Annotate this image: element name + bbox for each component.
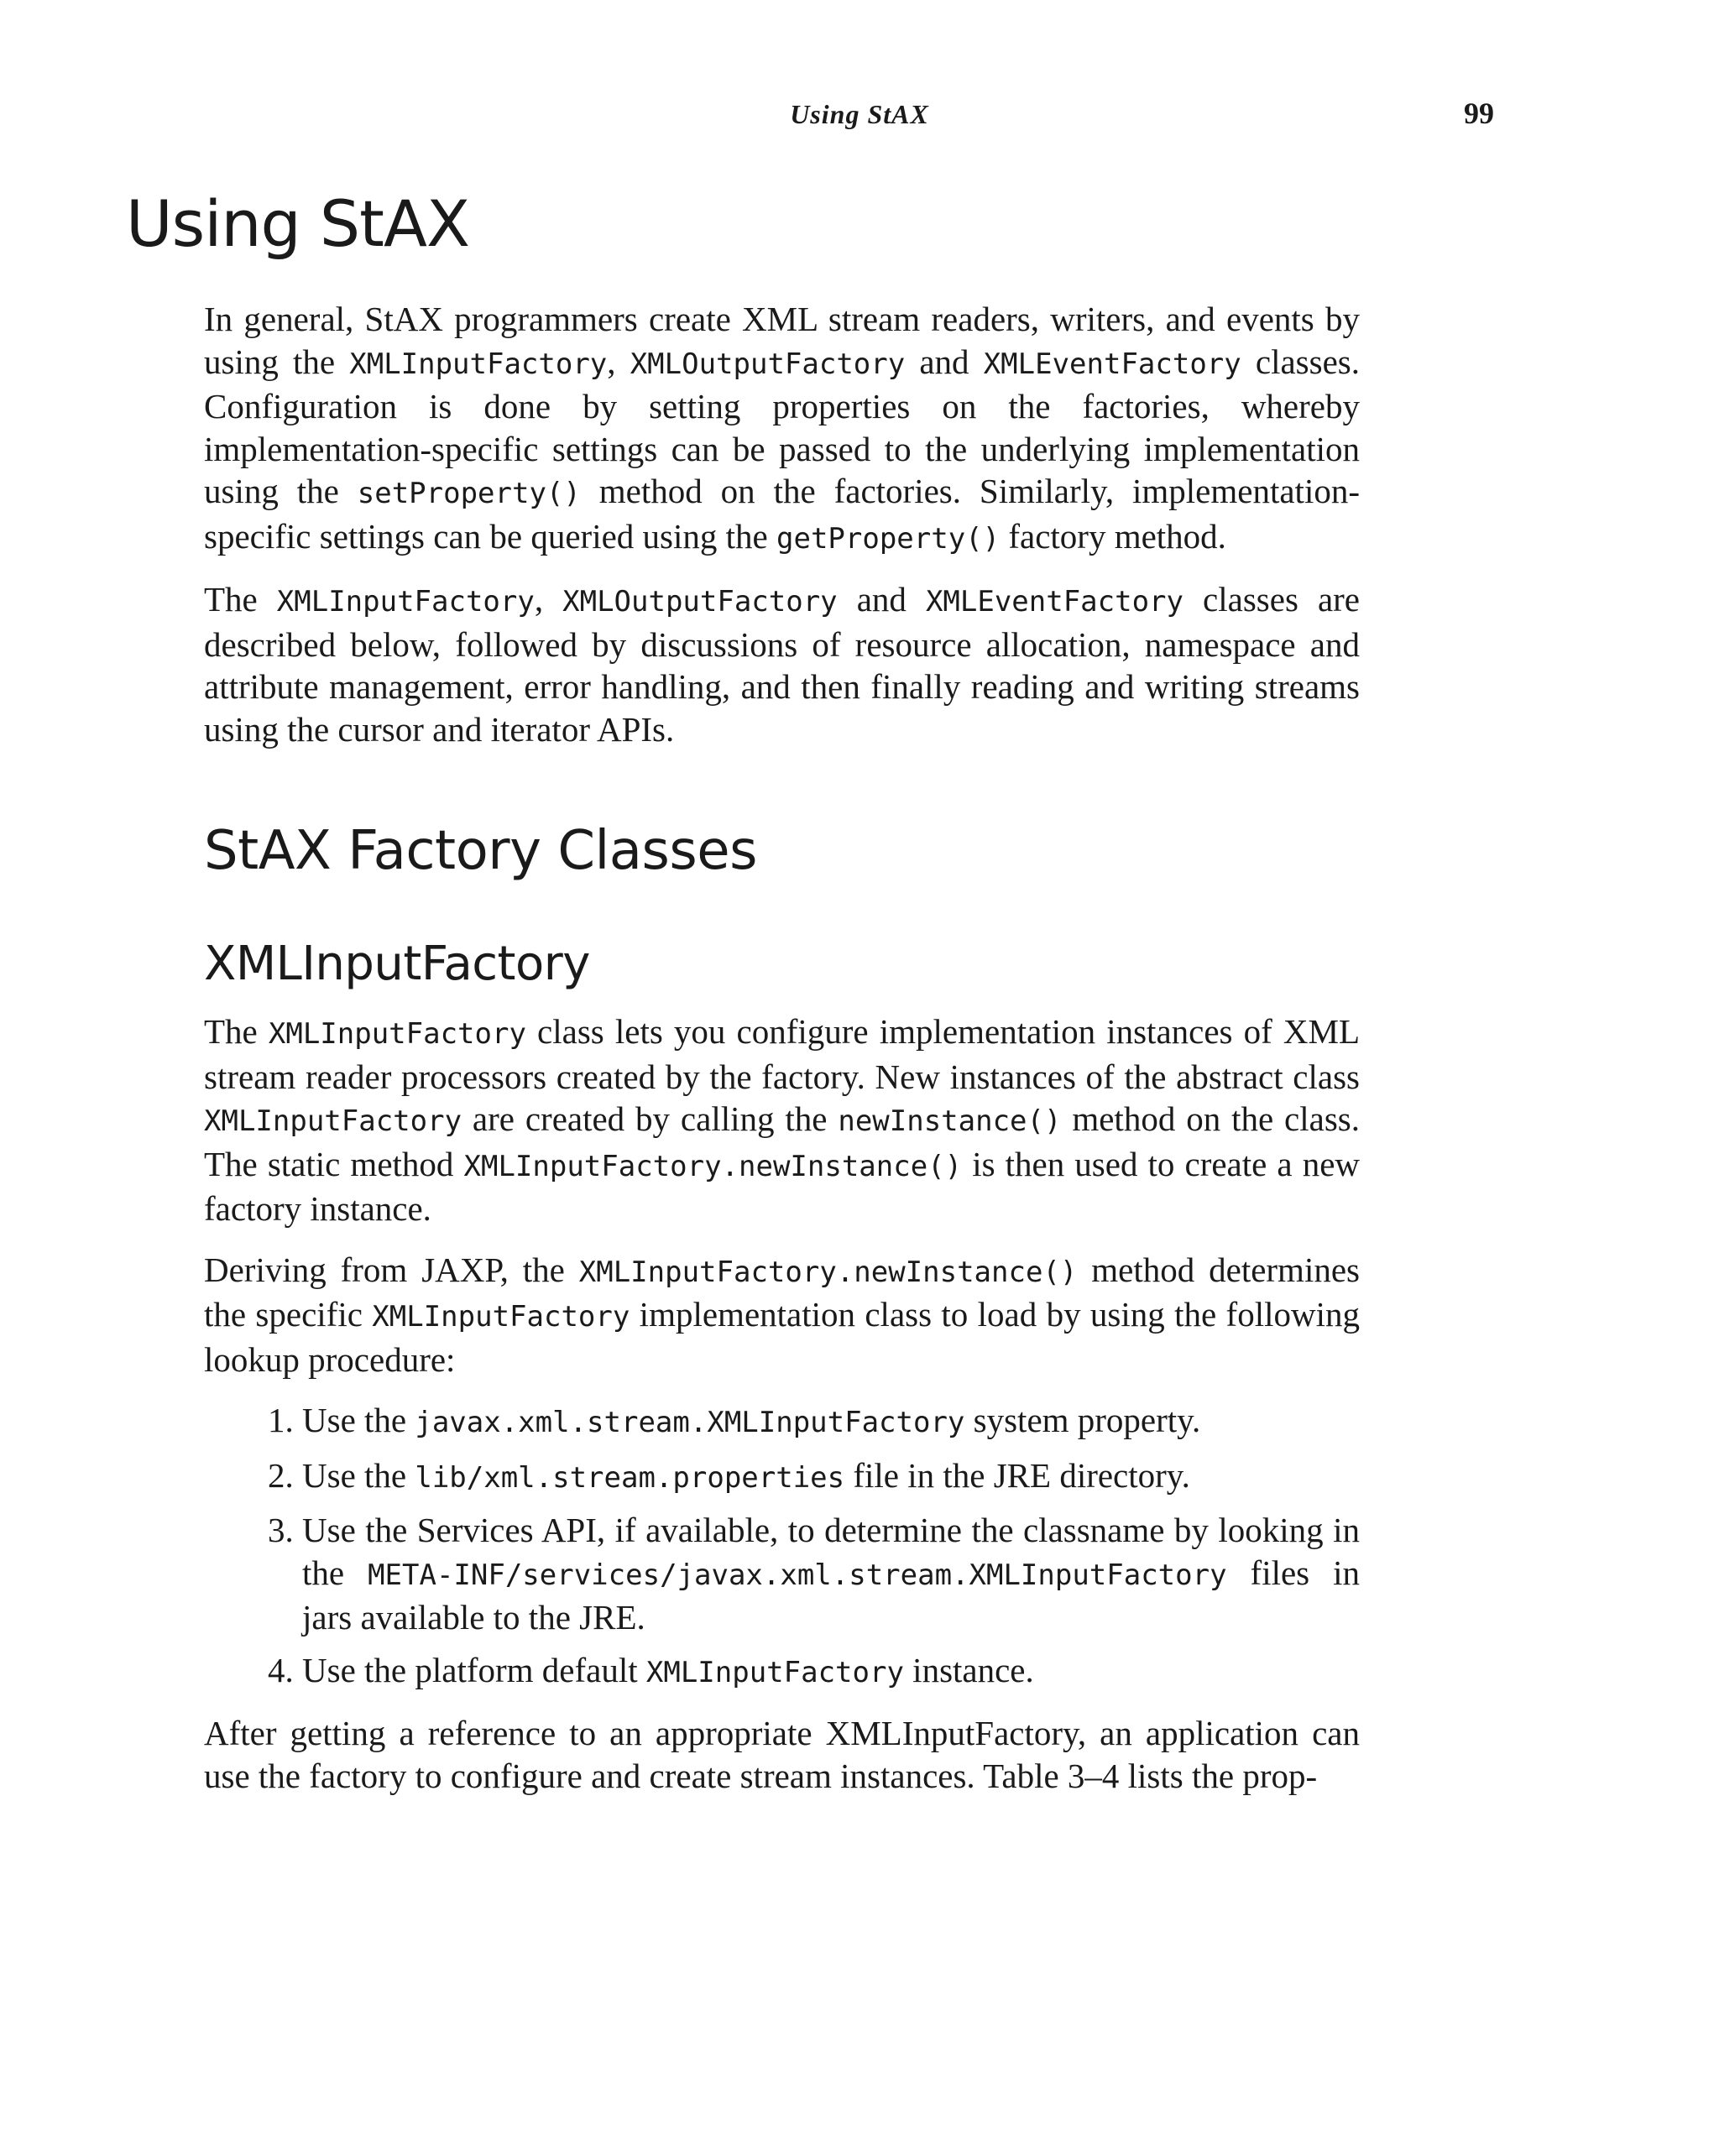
list-item <box>302 1399 1360 1444</box>
running-header <box>0 99 1719 141</box>
inline-code: XMLInputFactory.newInstance() <box>463 1149 963 1183</box>
list-item <box>302 1509 1360 1639</box>
text-run: factory method. <box>1000 516 1226 556</box>
inline-code: XMLInputFactory.newInstance() <box>578 1255 1078 1289</box>
list-item <box>302 1454 1360 1500</box>
text-run: , <box>607 342 630 381</box>
chapter-title: Using StAX <box>126 186 470 261</box>
text-run: is then used to create a new factory instance. <box>204 1144 1361 1228</box>
text-run: The <box>204 580 277 619</box>
lookup-procedure-list <box>204 1399 1360 1694</box>
intro-paragraph-1 <box>204 298 1360 560</box>
text-run: Use the Services API, if available, to determine the classname by looking in the <box>302 1511 1360 1592</box>
subsection-title: XMLInputFactory <box>204 937 590 991</box>
inline-code: XMLOutputFactory <box>630 347 906 381</box>
inline-code: getProperty() <box>776 521 1001 556</box>
text-run: method on the factories. Similarly, implementation-specific settings can be queried using the <box>204 472 1360 556</box>
body-text <box>204 298 1360 1815</box>
text-run: instance. <box>903 1650 1034 1689</box>
text-run: In general, StAX programmers create XML stream readers, writers, and events by using the <box>204 300 1360 381</box>
inline-code: XMLInputFactory <box>276 585 535 619</box>
inline-code: javax.xml.stream.XMLInputFactory <box>415 1406 965 1439</box>
text-run: and <box>837 580 926 619</box>
text-run: Deriving from JAXP, the <box>204 1250 579 1289</box>
text-run: file in the JRE directory. <box>844 1455 1190 1495</box>
text-run: method on the class. The static method <box>204 1099 1360 1183</box>
section-paragraph-2 <box>204 1249 1360 1381</box>
intro-paragraph-2 <box>204 578 1360 750</box>
inline-code: setProperty() <box>357 477 581 510</box>
text-run: , <box>534 580 563 619</box>
inline-code: XMLEventFactory <box>983 347 1241 381</box>
inline-code: XMLInputFactory <box>268 1017 526 1051</box>
running-title: Using StAX <box>790 99 929 129</box>
inline-code: XMLInputFactory <box>372 1300 630 1334</box>
inline-code: XMLInputFactory <box>204 1104 462 1138</box>
section-paragraph-3: After getting a reference to an appropriate XMLInputFactory, an application can use the factory to configure and create stream instances. Table 3–4 lists the prop- <box>204 1714 1360 1795</box>
text-run: Use the <box>302 1401 415 1439</box>
text-run: classes. Configuration is done by setting properties on the factories, whereby implementation-specific settings can be passed to the underlying implementation using the <box>204 342 1360 510</box>
section-title: StAX Factory Classes <box>204 820 757 882</box>
inline-code: XMLInputFactory <box>349 347 608 381</box>
text-run: method determines the specific <box>204 1250 1360 1334</box>
inline-code: XMLEventFactory <box>925 585 1183 619</box>
text-run: implementation class to load by using the following lookup procedure: <box>204 1295 1360 1379</box>
inline-code: lib/xml.stream.properties <box>415 1460 845 1495</box>
inline-code: XMLInputFactory <box>645 1655 904 1689</box>
section-paragraph-1 <box>204 1010 1360 1230</box>
page-number: 99 <box>1464 97 1494 130</box>
inline-code: XMLOutputFactory <box>562 585 838 619</box>
text-run: system property. <box>964 1401 1201 1439</box>
inline-code: META-INF/services/javax.xml.stream.XMLInputFactory <box>368 1558 1227 1592</box>
list-item <box>302 1649 1360 1694</box>
inline-code: newInstance() <box>838 1104 1062 1138</box>
text-run: and <box>905 342 984 381</box>
text-run: Use the platform default <box>302 1650 646 1689</box>
text-run: The <box>204 1012 269 1051</box>
text-run: class lets you configure implementation instances of XML stream reader processors created by the factory. New instances of the abstract class <box>204 1012 1361 1096</box>
text-run: Use the <box>302 1455 415 1495</box>
text-run: files in jars available to the JRE. <box>302 1553 1361 1637</box>
text-run: classes are described below, followed by discussions of resource allocation, namespace and attribute management, error handling, and then finally reading and writing streams using the cursor and iterator APIs. <box>204 580 1360 749</box>
text-run: are created by calling the <box>462 1099 839 1138</box>
